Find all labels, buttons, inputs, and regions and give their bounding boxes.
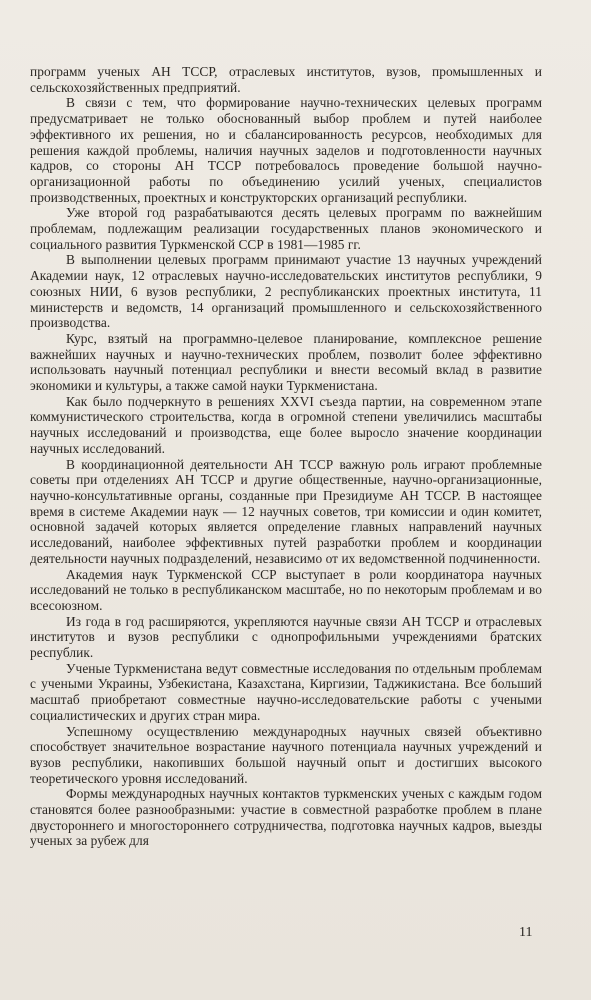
paragraph-participants: В выполнении целевых программ принимают участие 13 научных учреждений Академии наук, 12 отраслевых научно-исследовательских институтов республики, 9 союзных НИИ, 6 вузов республики, 2 республиканских проектных института, 11 министерств и ведомств, 14 организаций промышленного и сельскохозяйственного производства. <box>30 252 542 331</box>
paragraph-congress: Как было подчеркнуто в решениях XXVI съезда партии, на современном этапе коммунистического строительства, когда в огромной степени увеличились масштабы научных исследований и производства, еще более выросло значение координации научных исследований. <box>30 393 542 456</box>
paragraph-target-programs: В связи с тем, что формирование научно-технических целевых программ предусматривает не только обоснованный выбор проблем и путей наиболее эффективного их решения, но и сбалансированность ресурсов, необходимых для решения каждой проблемы, наличия научных заделов и подготовленности научных кадров, со стороны АН ТССР потребовалось проведение большой научно-организационной работы по объединению усилий ученых, специалистов производственных, проектных и конструкторских организаций республики. <box>30 95 542 205</box>
paragraph-scientific-ties: Из года в год расширяются, укрепляются научные связи АН ТССР и отраслевых институтов и вузов республики с однопрофильными учреждениями братских республик. <box>30 613 542 661</box>
paragraph-continuation: программ ученых АН ТССР, отраслевых институтов, вузов, промышленных и сельскохозяйственных предприятий. <box>30 64 542 95</box>
page-number: 11 <box>519 925 533 940</box>
paragraph-course: Курс, взятый на программно-целевое планирование, комплексное решение важнейших научных и научно-технических проблем, позволит более эффективно использовать научный потенциал республики и внести весомый вклад в развитие экономики и культуры, а также самой науки Туркменистана. <box>30 330 542 394</box>
paragraph-coordination: В координационной деятельности АН ТССР важную роль играют проблемные советы при отделениях АН ТССР и другие общественные, научно-организационные, научно-консультативные органы, созданные при Президиуме АН ТССР. В настоящее время в системе Академии наук — 12 научных советов, три комиссии и один комитет, основной задачей которых является определение главных направлений научных исследований, наиболее эффективных путей разработки проблем и координации деятельности научных подразделений, независимо от их ведомственной подчиненности. <box>30 456 542 566</box>
paragraph-international: Успешному осуществлению международных научных связей объективно способствует значительное возрастание научного потенциала научных учреждений и вузов республики, накопивших большой научный опыт и достигших высокого теоретического уровня исследований. <box>30 723 542 786</box>
paragraph-forms-of-contact: Формы международных научных контактов туркменских ученых с каждым годом становятся более разнообразными: участие в совместной разработке проблем в плане двустороннего и многостороннего сотрудничества, подготовка научных кадров, выезды ученых за рубеж для <box>30 786 542 849</box>
paragraph-coordinator-role: Академия наук Туркменской ССР выступает в роли координатора научных исследований не только в республиканском масштабе, но по некоторым проблемам и во всесоюзном. <box>30 566 542 613</box>
paragraph-joint-research: Ученые Туркменистана ведут совместные исследования по отдельным проблемам с учеными Украины, Узбекистана, Казахстана, Киргизии, Таджикистана. Все больший масштаб приобретают совместные научно-исследовательские работы с учеными социалистических и других стран мира. <box>30 660 542 723</box>
body-text <box>30 64 542 849</box>
paragraph-ten-programs: Уже второй год разрабатываются десять целевых программ по важнейшим проблемам, подлежащим реализации государственных планов экономического и социального развития Туркменской ССР в 1981—1985 гг. <box>30 205 542 252</box>
